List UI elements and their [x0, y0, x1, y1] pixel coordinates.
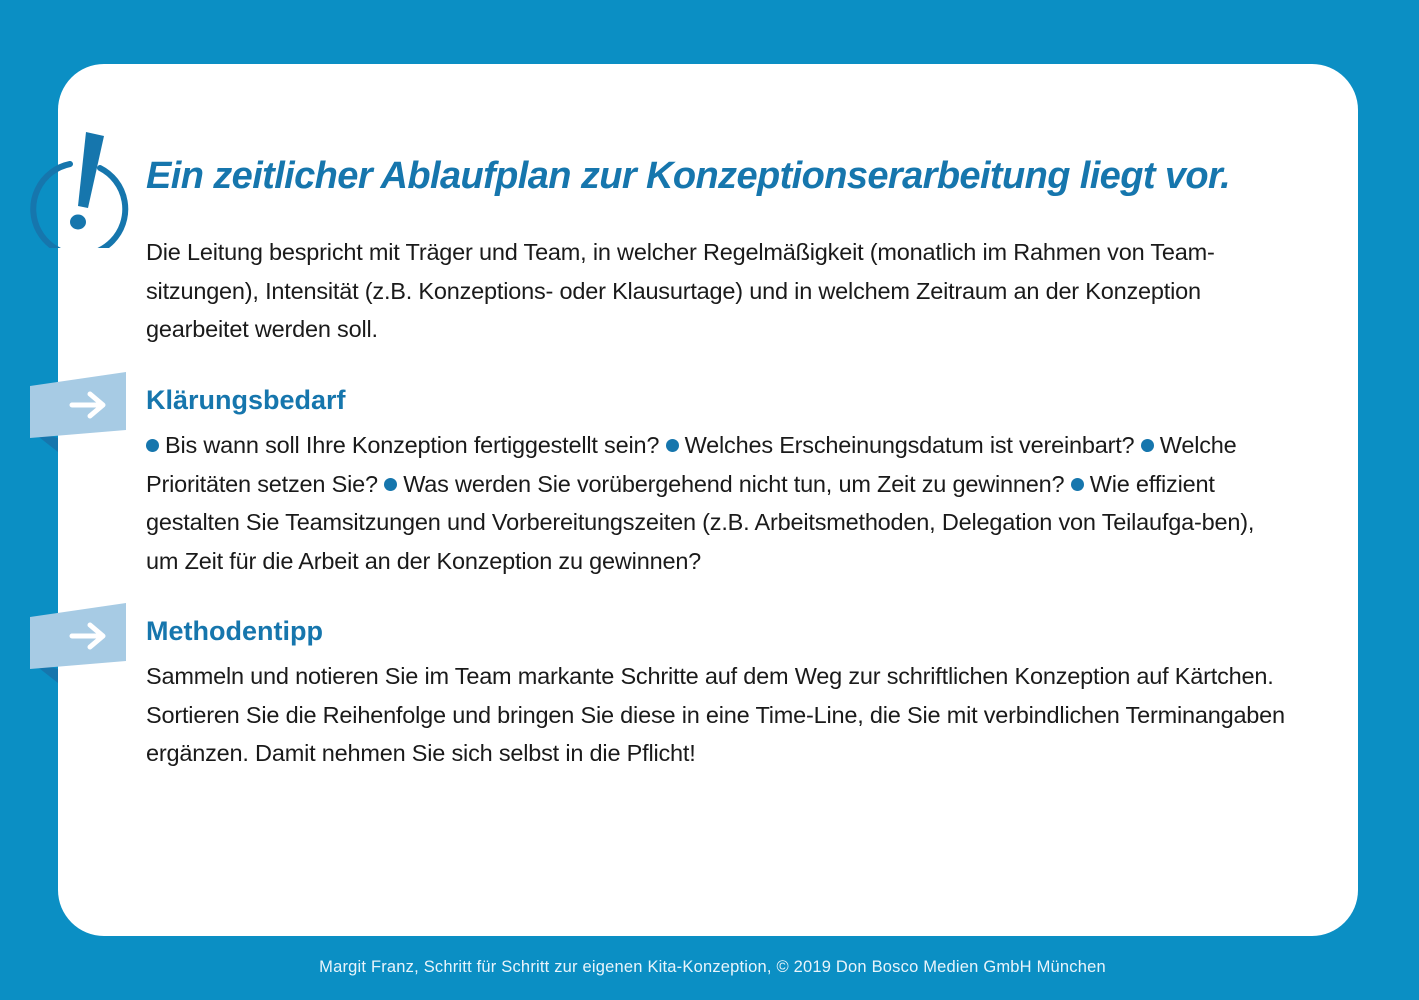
bullet-icon — [146, 439, 159, 452]
list-item: Wie effizient gestalten Sie Teamsitzungen und Vorbereitungszeiten (z.B. Arbeitsmethoden, Delegation von Teilaufga-ben), um Zeit für die Arbeit an der Konzeption zu gewinnen? — [146, 470, 1255, 574]
exclamation-circle-icon — [26, 128, 130, 248]
intro-paragraph: Die Leitung bespricht mit Träger und Team, in welcher Regelmäßigkeit (monatlich im Rahmen von Team-sitzungen), Intensität (z.B. Konzeptions- oder Klausurtage) und in welchem Zeitraum an der Konzeption gearbeitet werden soll. — [146, 239, 1215, 342]
footer-copyright: Margit Franz, Schritt für Schritt zur eigenen Kita-Konzeption, © 2019 Don Bosco Medien GmbH München — [319, 958, 1106, 976]
bullet-icon — [1141, 439, 1154, 452]
arrow-right-icon — [30, 603, 130, 687]
list-item: Welche Prioritäten setzen Sie? — [146, 432, 1237, 497]
arrow-right-icon — [30, 372, 130, 456]
bullet-icon — [1071, 478, 1084, 491]
bullet-icon — [384, 478, 397, 491]
klaerung-list — [146, 426, 1291, 580]
list-item: Bis wann soll Ihre Konzeption fertiggestellt sein? — [146, 432, 659, 458]
list-item: Was werden Sie vorübergehend nicht tun, um Zeit zu gewinnen? — [384, 471, 1064, 497]
methodentipp-paragraph: Sammeln und notieren Sie im Team markante Schritte auf dem Weg zur schriftlichen Konzeption auf Kärtchen. Sortieren Sie die Reihenfolge und bringen Sie diese in eine Time-Line, die Sie mit verbindlichen Terminangaben ergänzen. Damit nehmen Sie sich selbst in die Pflicht! — [146, 663, 1285, 766]
methodentipp-heading: Methodentipp — [146, 616, 323, 646]
list-item: Welches Erscheinungsdatum ist vereinbart? — [666, 432, 1135, 458]
card-title: Ein zeitlicher Ablaufplan zur Konzeptionserarbeitung liegt vor. — [146, 155, 1231, 197]
klaerung-heading: Klärungsbedarf — [146, 385, 346, 415]
bullet-icon — [666, 439, 679, 452]
